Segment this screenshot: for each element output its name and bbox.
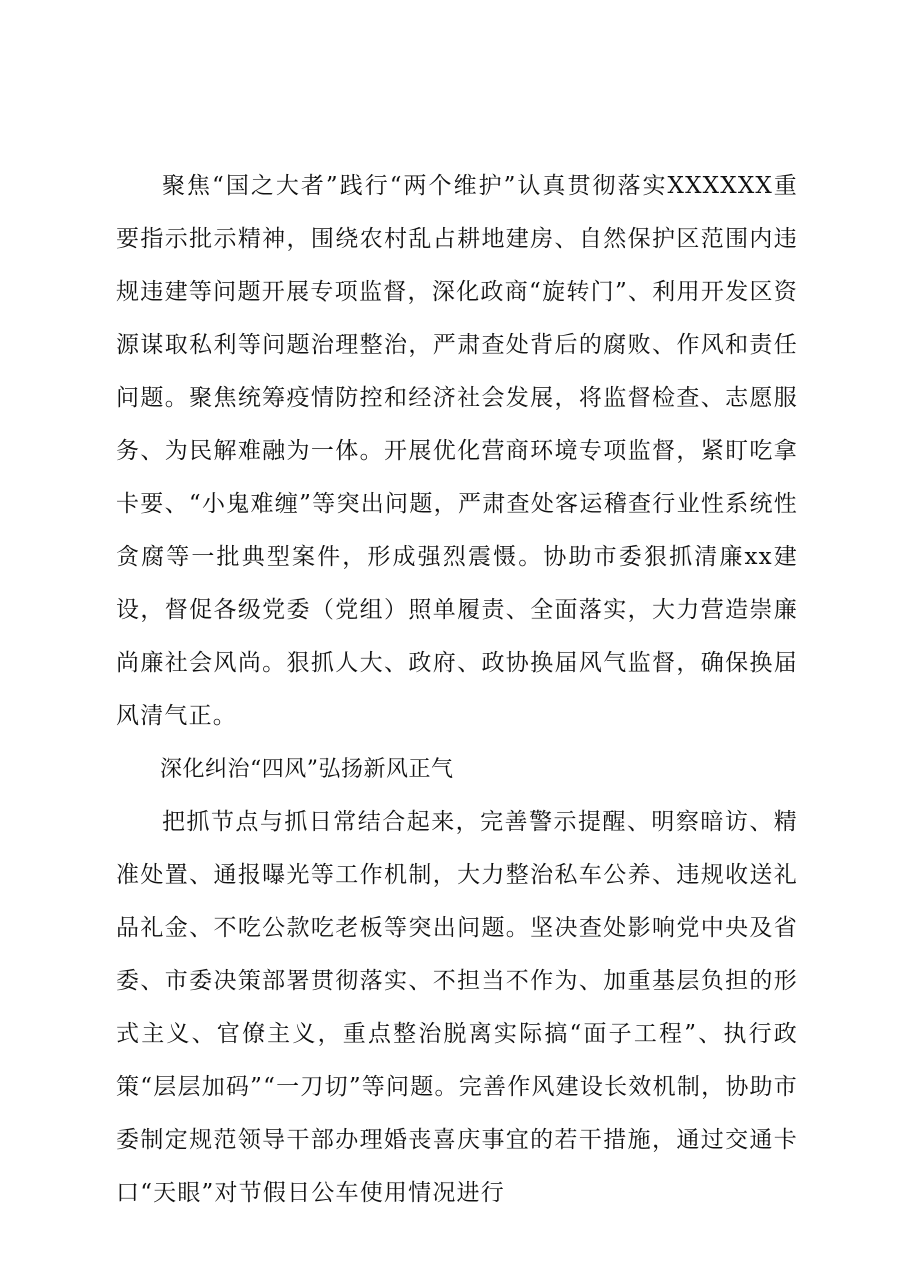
body-paragraph: 把抓节点与抓日常结合起来，完善警示提醒、明察暗访、精准处置、通报曝光等工作机制，大力整治私车公养、违规收送礼品礼金、不吃公款吃老板等突出问题。坚决查处影响党中央及省委、市委决策部署贯彻落实、不担当不作为、加重基层负担的形式主义、官僚主义，重点整治脱离实际搞“面子工程”、执行政策“层层加码”“一刀切”等问题。完善作风建设长效机制，协助市委制定规范领导干部办理婚丧喜庆事宜的若干措施，通过交通卡口“天眼”对节假日公车使用情况进行	[116, 809, 798, 1206]
body-paragraph: 聚焦“国之大者”践行“两个维护”认真贯彻落实XXXXXX重要指示批示精神，围绕农村乱占耕地建房、自然保护区范围内违规违建等问题开展专项监督，深化政商“旋转门”、利用开发区资源谋取私利等问题治理整治，严肃查处背后的腐败、作风和责任问题。聚焦统筹疫情防控和经济社会发展，将监督检查、志愿服务、为民解难融为一体。开展优化营商环境专项监督，紧盯吃拿卡要、“小鬼难缠”等突出问题，严肃查处客运稽查行业性系统性贪腐等一批典型案件，形成强烈震慑。协助市委狠抓清廉xx建设，督促各级党委（党组）照单履责、全面落实，大力营造崇廉尚廉社会风尚。狠抓人大、政府、政协换届风气监督，确保换届风清气正。	[116, 173, 798, 729]
section-heading: 深化纠治“四风”弘扬新风正气	[160, 757, 454, 782]
document-body	[116, 160, 798, 1220]
